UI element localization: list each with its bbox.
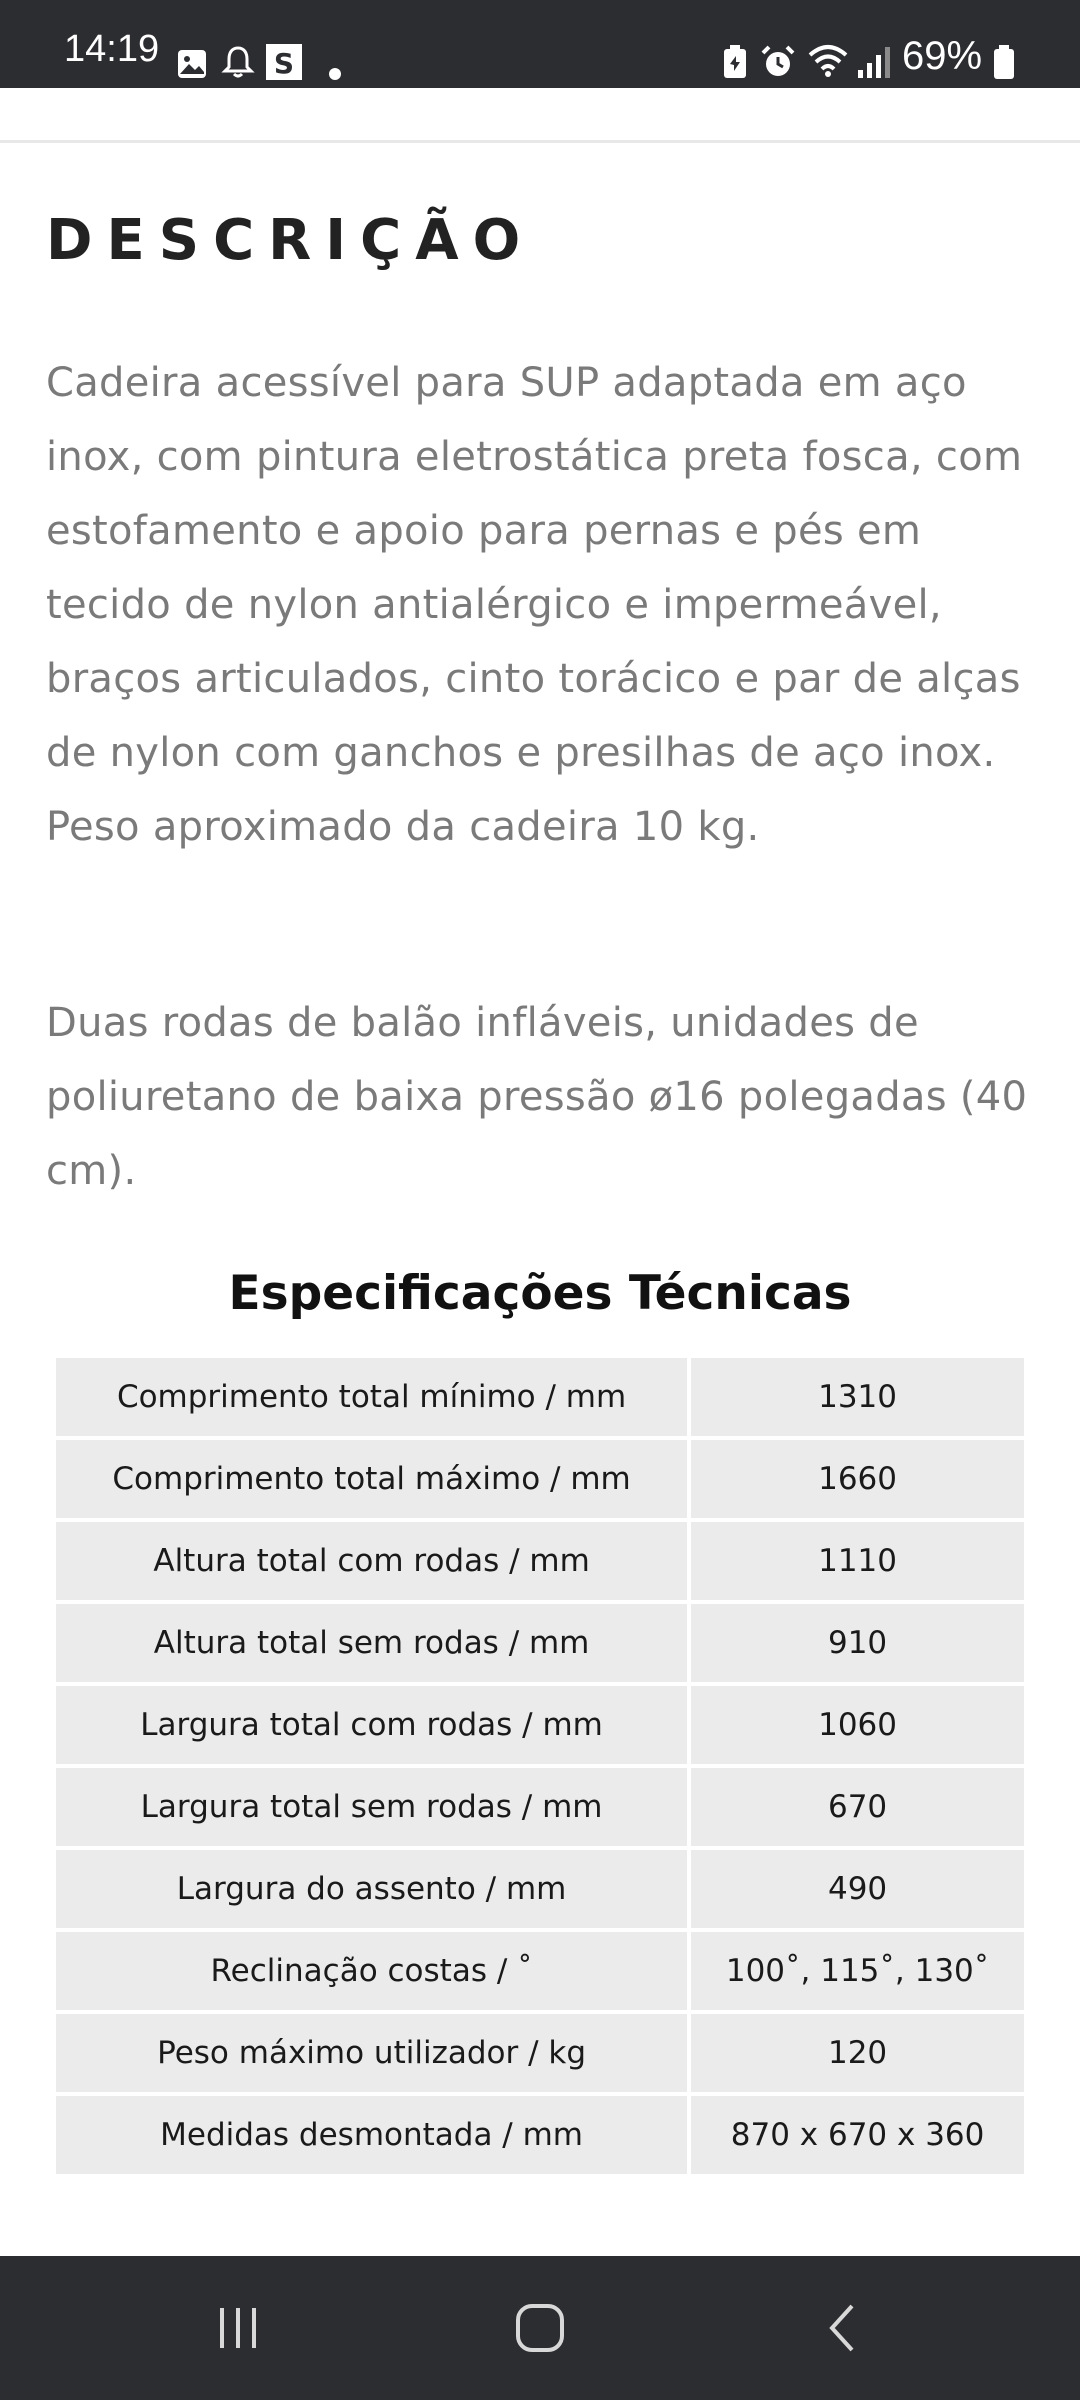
table-row — [56, 1686, 1024, 1764]
status-bar — [0, 0, 1080, 88]
home-button[interactable] — [480, 2282, 600, 2374]
spec-label: Comprimento total máximo / mm — [56, 1440, 687, 1518]
description-paragraph-1: Cadeira acessível para SUP adaptada em aço inox, com pintura eletrostática preta fosca, com estofamento e apoio para pernas e pés em tecido de nylon antialérgico e impermeável, braços articulados, cinto torácico e par de alças de nylon com ganchos e presilhas de aço inox. Peso aproximado da cadeira 10 kg. — [46, 360, 1023, 850]
spec-label: Largura total com rodas / mm — [56, 1686, 687, 1764]
battery-saver-icon — [722, 42, 748, 82]
recents-button[interactable] — [178, 2282, 298, 2374]
section-title-description: DESCRIÇÃO — [46, 208, 535, 273]
table-row — [56, 1522, 1024, 1600]
specs-title: Especificações Técnicas — [228, 1266, 852, 1321]
signal-icon — [856, 42, 892, 82]
back-icon — [814, 2298, 874, 2358]
back-button[interactable] — [784, 2282, 904, 2374]
spec-label: Altura total com rodas / mm — [56, 1522, 687, 1600]
spec-value: 910 — [691, 1604, 1024, 1682]
spec-value: 870 x 670 x 360 — [691, 2096, 1024, 2174]
spec-label: Altura total sem rodas / mm — [56, 1604, 687, 1682]
battery-icon — [992, 42, 1016, 82]
spec-value: 490 — [691, 1850, 1024, 1928]
spec-value: 100˚, 115˚, 130˚ — [691, 1932, 1024, 2010]
specs-table — [52, 1354, 1028, 2178]
page-header-strip — [0, 88, 1080, 143]
spec-value: 120 — [691, 2014, 1024, 2092]
spec-label: Largura do assento / mm — [56, 1850, 687, 1928]
spec-value: 670 — [691, 1768, 1024, 1846]
table-row — [56, 1768, 1024, 1846]
home-icon — [510, 2298, 570, 2358]
spec-label: Largura total sem rodas / mm — [56, 1768, 687, 1846]
bell-icon — [220, 42, 256, 82]
table-row — [56, 1850, 1024, 1928]
s-app-icon — [266, 42, 302, 82]
svg-text:S: S — [273, 47, 295, 80]
alarm-icon — [760, 42, 796, 82]
table-row — [56, 1358, 1024, 1436]
spec-value: 1660 — [691, 1440, 1024, 1518]
table-row — [56, 2014, 1024, 2092]
table-row — [56, 1604, 1024, 1682]
spec-value: 1060 — [691, 1686, 1024, 1764]
spec-label: Peso máximo utilizador / kg — [56, 2014, 687, 2092]
wifi-icon — [806, 40, 850, 80]
spec-value: 1310 — [691, 1358, 1024, 1436]
status-time: 14:19 — [64, 28, 160, 70]
battery-percentage: 69% — [902, 34, 983, 78]
table-row — [56, 2096, 1024, 2174]
spec-label: Reclinação costas / ˚ — [56, 1932, 687, 2010]
gallery-icon — [176, 44, 208, 84]
spec-value: 1110 — [691, 1522, 1024, 1600]
table-row — [56, 1932, 1024, 2010]
spec-label: Medidas desmontada / mm — [56, 2096, 687, 2174]
recents-icon — [208, 2298, 268, 2358]
spec-label: Comprimento total mínimo / mm — [56, 1358, 687, 1436]
navigation-bar — [0, 2256, 1080, 2400]
description-paragraph-2: Duas rodas de balão infláveis, unidades de poliuretano de baixa pressão ø16 polegadas (40 cm). — [46, 1000, 1028, 1194]
table-row — [56, 1440, 1024, 1518]
